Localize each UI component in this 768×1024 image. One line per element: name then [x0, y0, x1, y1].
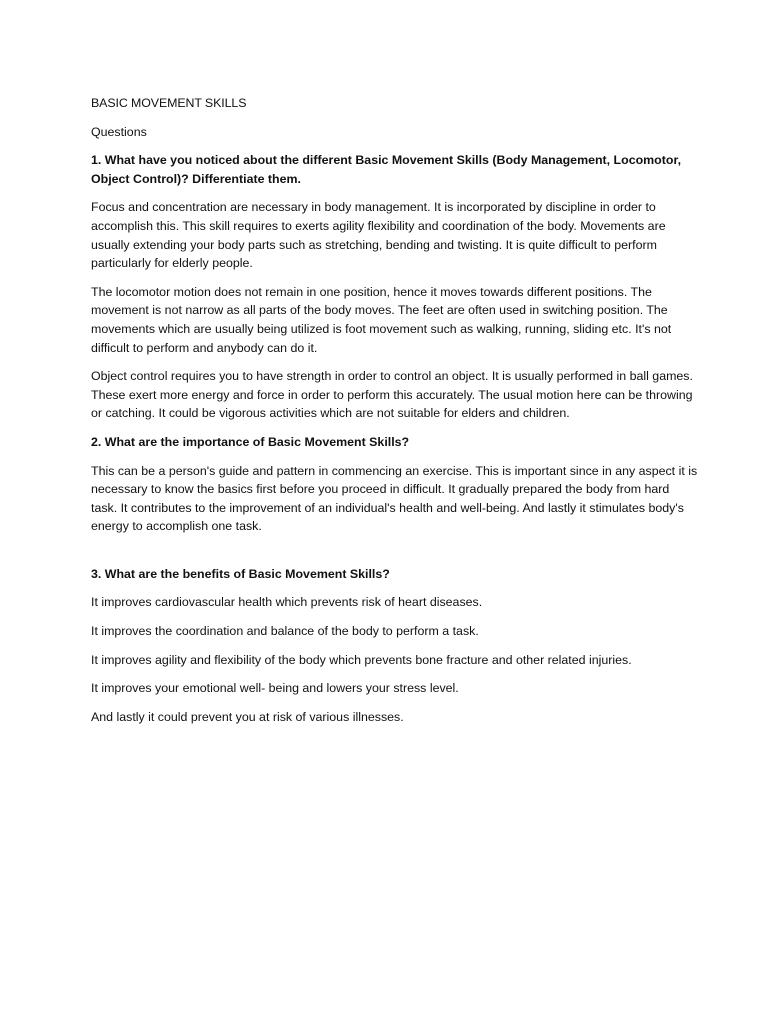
- answer-1-paragraph-3: Object control requires you to have strength in order to control an object. It is usually performed in ball games. These exert more energy and force in order to perform this accurately. The usual motion here can be throwing or catching. It could be vigorous activities which are not suitable for elders and children.: [91, 369, 693, 421]
- answer-2-paragraph-1: This can be a person's guide and pattern in commencing an exercise. This is important since in any aspect it is necessary to know the basics first before you proceed in difficult. It gradually prepared the body from hard task. It contributes to the improvement of an individual's health and well-being. And lastly it stimulates body's energy to accomplish one task.: [91, 463, 698, 534]
- benefit-item-2: It improves the coordination and balance of the body to perform a task.: [91, 624, 479, 639]
- answer-1-paragraph-1: Focus and concentration are necessary in body management. It is incorporated by discipline in order to accomplish this. This skill requires to exerts agility flexibility and coordination of the body. Movements are usually extending your body parts such as stretching, bending and twisting. It is quite difficult to perform particularly for elderly people.: [91, 200, 666, 271]
- question-2: 2. What are the importance of Basic Movement Skills?: [91, 434, 410, 449]
- benefit-item-4: It improves your emotional well- being and lowers your stress level.: [91, 681, 459, 696]
- benefit-item-3: It improves agility and flexibility of the body which prevents bone fracture and other related injuries.: [91, 652, 632, 667]
- section-spacer: [91, 546, 698, 565]
- question-3: 3. What are the benefits of Basic Movement Skills?: [91, 566, 390, 581]
- answer-1-paragraph-2: The locomotor motion does not remain in one position, hence it moves towards different positions. The movement is not narrow as all parts of the body moves. The feet are often used in switching position. The movements which are usually being utilized is foot movement such as walking, running, sliding etc. It's not difficult to perform and anybody can do it.: [91, 284, 672, 355]
- section-label: Questions: [91, 124, 147, 139]
- question-1: 1. What have you noticed about the different Basic Movement Skills (Body Management, Locomotor, Object Control)? Differentiate them.: [91, 153, 682, 186]
- benefit-item-5: And lastly it could prevent you at risk of various illnesses.: [91, 709, 404, 724]
- document-title: BASIC MOVEMENT SKILLS: [91, 96, 247, 110]
- benefit-item-1: It improves cardiovascular health which prevents risk of heart diseases.: [91, 595, 483, 610]
